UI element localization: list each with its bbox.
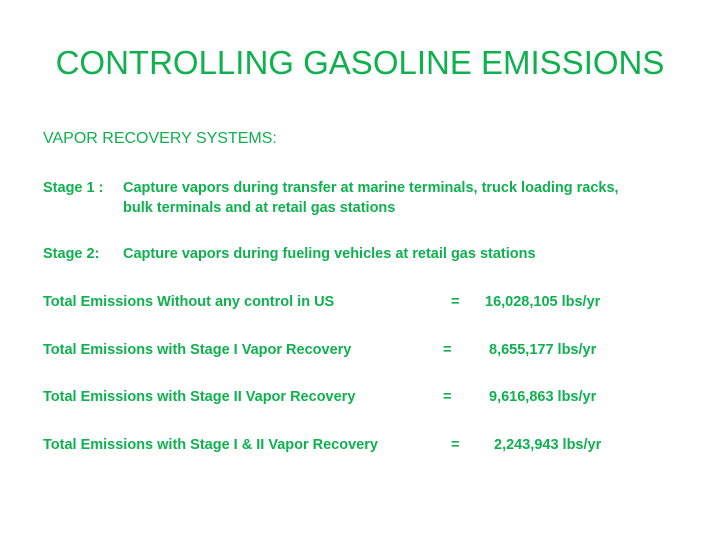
stage-1-description-line-1: Capture vapors during transfer at marine terminals, truck loading racks,	[123, 180, 619, 196]
emission-row-no-control-label: Total Emissions Without any control in US	[43, 294, 335, 310]
emission-row-stage-2-value: 9,616,863 lbs/yr	[489, 389, 597, 405]
emission-row-stage-2-equals: =	[443, 389, 452, 405]
emission-row-stage-2-label: Total Emissions with Stage II Vapor Recovery	[43, 389, 356, 405]
emission-row-stage-1-2-value: 2,243,943 lbs/yr	[494, 437, 602, 453]
stage-2-label: Stage 2:	[43, 246, 100, 262]
emission-row-no-control-value: 16,028,105 lbs/yr	[485, 294, 601, 310]
slide-title: CONTROLLING GASOLINE EMISSIONS	[55, 44, 665, 81]
stage-2-description: Capture vapors during fueling vehicles at retail gas stations	[123, 246, 536, 262]
emission-row-stage-1-2-label: Total Emissions with Stage I & II Vapor Recovery	[43, 437, 378, 453]
emission-row-stage-1-equals: =	[443, 342, 452, 358]
stage-1-label: Stage 1 :	[43, 180, 104, 196]
section-heading: VAPOR RECOVERY SYSTEMS:	[43, 130, 277, 147]
stage-1-description-line-2: bulk terminals and at retail gas stations	[123, 200, 396, 216]
emission-row-no-control-equals: =	[451, 294, 460, 310]
emission-row-stage-1-value: 8,655,177 lbs/yr	[489, 342, 597, 358]
emission-row-stage-1-2-equals: =	[451, 437, 460, 453]
emission-row-stage-1-label: Total Emissions with Stage I Vapor Recovery	[43, 342, 352, 358]
